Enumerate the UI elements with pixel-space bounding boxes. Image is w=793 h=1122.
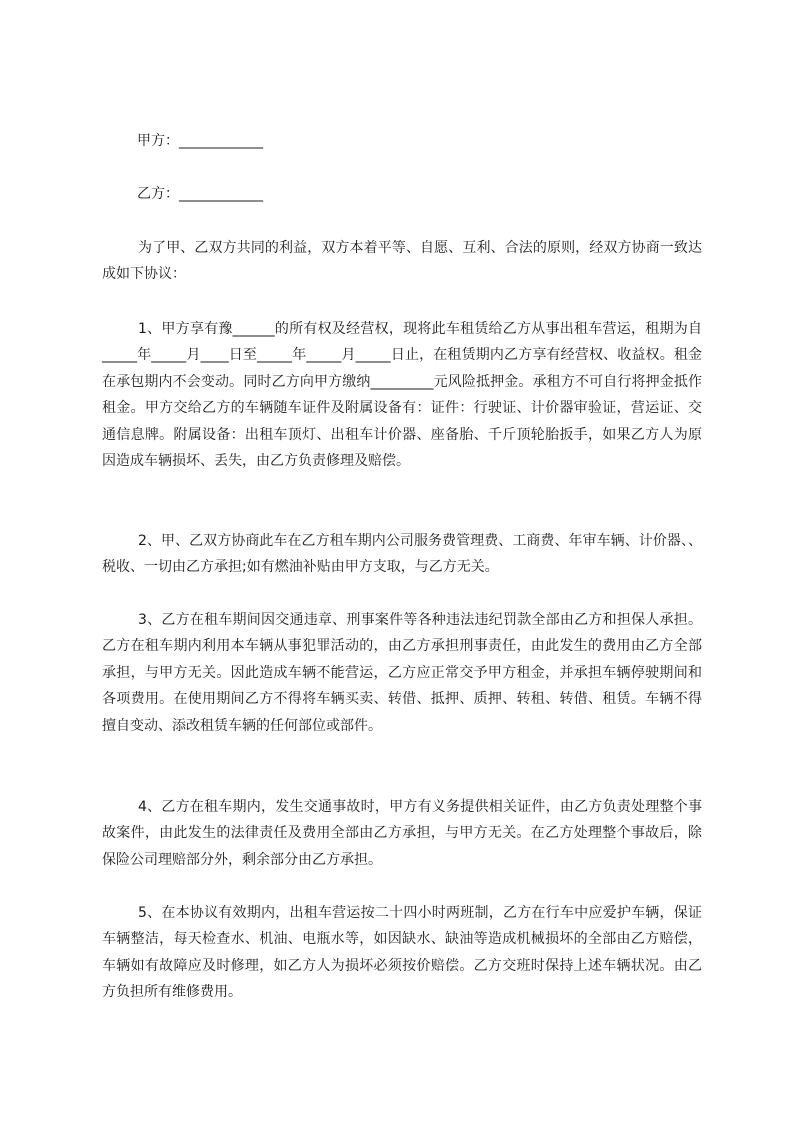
clause-5-paragraph: 5、在本协议有效期内，出租车营运按二十四小时两班制，乙方在行车中应爱护车辆，保证车辆整洁，每天检查水、机油、电瓶水等，如因缺水、缺油等造成机械损坏的全部由乙方赔偿，车辆如有故障应及时修理，如乙方人为损坏必须按价赔偿。乙方交班时保持上述车辆状况。由乙方负担所有维修费用。 — [102, 905, 702, 1001]
party-b-line: 乙方：____________ — [137, 186, 263, 202]
clause-4-paragraph: 4、乙方在租车期内，发生交通事故时，甲方有义务提供相关证件，由乙方负责处理整个事故案件，由此发生的法律责任及费用全部由乙方承担，与甲方无关。在乙方处理整个事故后，除保险公司理赔部分外，剩余部分由乙方承担。 — [102, 799, 702, 868]
clause-1-paragraph: 1、甲方享有豫______的所有权及经营权，现将此车租赁给乙方从事出租车营运，租期为自_____年_____月____日至_____年_____月_____日止，在租赁期内乙方享有经营权、收益权。租金在承包期内不会变动。同时乙方向甲方缴纳_________元风险抵押金。承租方不可自行将押金抵作租金。甲方交给乙方的车辆随车证件及附属设备有：证件：行驶证、计价器审验证，营运证、交通信息牌。附属设备：出租车顶灯、出租车计价器、座备胎、千斤顶轮胎扳手，如果乙方人为原因造成车辆损坏、丢失，由乙方负责修理及赔偿。 — [102, 321, 702, 470]
clause-3-paragraph: 3、乙方在租车期间因交通违章、刑事案件等各种违法违纪罚款全部由乙方和担保人承担。乙方在租车期内利用本车辆从事犯罪活动的，由乙方承担刑事责任，由此发生的费用由乙方全部承担，与甲方无关。因此造成车辆不能营运，乙方应正常交予甲方租金，并承担车辆停驶期间和各项费用。在使用期间乙方不得将车辆买卖、转借、抵押、质押、转租、转借、租赁。车辆不得擅自变动、添改租赁车辆的任何部位或部件。 — [102, 612, 702, 734]
preamble-paragraph: 为了甲、乙双方共同的利益，双方本着平等、自愿、互利、合法的原则，经双方协商一致达成如下协议： — [102, 240, 702, 283]
clause-2-paragraph: 2、甲、乙双方协商此车在乙方租车期内公司服务费管理费、工商费、年审车辆、计价器、、税收、一切由乙方承担;如有燃油补贴由甲方支取，与乙方无关。 — [102, 533, 702, 576]
party-a-line: 甲方：____________ — [137, 133, 263, 149]
